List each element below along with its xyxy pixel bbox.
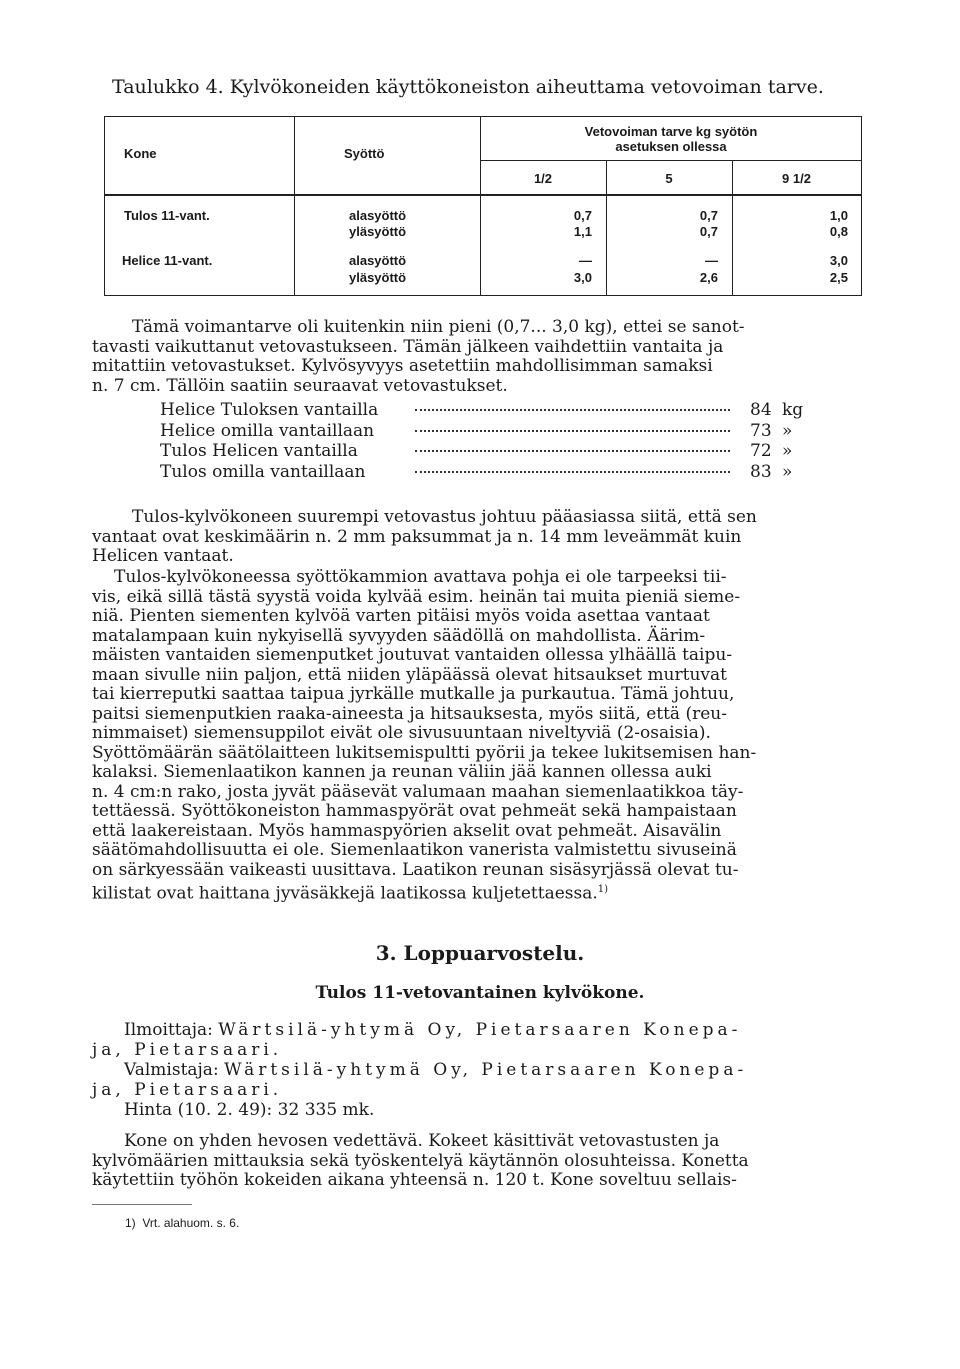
table-cell-syotto: yläsyöttö (349, 224, 407, 239)
text-line: Tulos-kylvökoneen suurempi vetovastus johtuu pääasiassa siitä, että sen (132, 507, 757, 527)
list-item-label: Tulos Helicen vantailla (160, 441, 358, 461)
leader-dots (415, 471, 730, 473)
text-line: matalampaan kuin nykyisellä syvyyden säädöllä on mahdollista. Äärim- (92, 625, 706, 646)
footnote-reference: 1) (597, 884, 609, 895)
paragraph-intro (92, 318, 872, 396)
text-line (92, 880, 872, 904)
list-item (160, 441, 800, 462)
text-line: mäisten vantaiden siemenputket joutuvat vantaiden ollessa ylhäällä taipu- (92, 645, 733, 665)
text-line: mitattiin vetovastukset. Kylvösyvyys asetettiin mahdollisimman samaksi (92, 356, 713, 376)
table-cell-value: 2,6 (699, 270, 718, 285)
label-ilmoittaja: Ilmoittaja: (124, 1020, 213, 1040)
text-line: niä. Pienten siementen kylvöä varten pitäisi myös voida asettaa vantaat (92, 606, 710, 626)
table-cell-value: 0,7 (573, 208, 592, 223)
paragraph-defects (92, 568, 872, 904)
text-line: paitsi siemenputkien raaka-aineesta ja hitsauksesta, myös siitä, että (reu- (92, 703, 727, 724)
text-line: n. 4 cm:n rako, josta jyvät pääsevät valumaan maahan siemenlaatikkoa täy- (92, 781, 744, 802)
table-cell-syotto: alasyöttö (349, 253, 407, 268)
footnote-rule (92, 1204, 192, 1205)
list-item-label: Helice omilla vantaillaan (160, 420, 375, 441)
text-line: n. 7 cm. Tällöin saatiin seuraavat vetovastukset. (92, 375, 508, 396)
text-line: vantaat ovat keskimäärin n. 2 mm paksummat ja n. 14 mm leveämmät kuin (92, 526, 742, 547)
table-cell-kone: Helice 11-vant. (122, 253, 213, 268)
value-ilmoittaja: Wärtsilä-yhtymä Oy, Pietarsaaren Konepa- (218, 1020, 742, 1040)
table-border-bottom (104, 295, 862, 296)
text-line: Tulos-kylvökoneessa syöttökammion avattava pohja ei ole tarpeeksi tii- (114, 567, 727, 587)
header-syotto: Syöttö (344, 146, 385, 161)
list-item (160, 421, 800, 442)
table-border-top (104, 116, 862, 117)
table-cell-kone: Tulos 11-vant. (124, 208, 210, 223)
table-cell-value: 0,7 (699, 224, 718, 239)
value-valmistaja-cont: ja, Pietarsaari. (92, 1080, 283, 1100)
info-ilmoittaja (92, 1020, 872, 1040)
text-line: tavasti vaikuttanut vetovastukseen. Tämän jälkeen vaihdettiin vantaita ja (92, 336, 724, 357)
text-line: kylvömäärien mittauksia sekä työskentelyä käytännön olosuhteissa. Konetta (92, 1150, 749, 1171)
table-cell-value: 2,5 (829, 270, 848, 285)
table-caption: Taulukko 4. Kylvökoneiden käyttökoneiston aiheuttama vetovoiman tarve. (112, 76, 824, 98)
table-cell-value: 3,0 (829, 253, 848, 268)
text-line: käytettiin työhön kokeiden aikana yhteensä n. 120 t. Kone soveltuu sellais- (92, 1170, 737, 1190)
text-line: Syöttömäärän säätölaitteen lukitsemispultti pyörii ja tekee lukitsemisen han- (92, 742, 757, 763)
info-hinta: Hinta (10. 2. 49): 32 335 mk. (124, 1100, 375, 1120)
text-line: vis, eikä sillä tästä syystä voida kylvää esim. heinän tai muita pieniä sieme- (92, 586, 741, 607)
list-item-label: Helice Tuloksen vantailla (160, 400, 379, 420)
table-header-rule (104, 194, 862, 196)
text-line: että laakereistaan. Myös hammaspyörien akselit ovat pehmeät. Aisavälin (92, 820, 722, 841)
paragraph-conclusion (92, 1132, 872, 1191)
table-cell-value: 1,1 (573, 224, 592, 239)
list-item-value: 72 (750, 441, 772, 461)
text-line: Kone on yhden hevosen vedettävä. Kokeet käsittivät vetovastusten ja (124, 1131, 720, 1151)
list-item-unit: kg (782, 400, 804, 420)
header-kone: Kone (124, 146, 157, 161)
text-line: tettäessä. Syöttökoneiston hammaspyörät ovat pehmeät sekä hampaistaan (92, 801, 737, 821)
header-col-9-1-2: 9 1/2 (782, 171, 811, 186)
text-line: nimmaiset) siemensuppilot eivät ole sivusuuntaan niveltyviä (2-osaisia). (92, 723, 711, 743)
table-cell-syotto: yläsyöttö (349, 270, 407, 285)
paragraph-comparison (92, 508, 872, 567)
list-item-unit: » (782, 461, 793, 482)
footnote-mark: 1) (125, 1216, 136, 1230)
list-item-value: 73 (750, 420, 772, 441)
table-border-left (104, 116, 105, 296)
machine-info (92, 1020, 872, 1120)
header-tarve-line1: Vetovoiman tarve kg syötön (584, 124, 758, 139)
table-cell-syotto: alasyöttö (349, 208, 407, 223)
label-valmistaja: Valmistaja: (124, 1060, 219, 1080)
header-col-5: 5 (665, 171, 673, 186)
text-line: tai kierreputki saattaa taipua jyrkälle mutkalle ja purkautua. Tämä johtuu, (92, 684, 735, 704)
info-valmistaja (92, 1060, 872, 1080)
draft-force-table (104, 116, 862, 296)
table-cell-value: 1,0 (829, 208, 848, 223)
table-cell-value: — (705, 253, 718, 268)
value-valmistaja: Wärtsilä-yhtymä Oy, Pietarsaaren Konepa- (224, 1060, 748, 1080)
text-line: säätömahdollisuutta ei ole. Siemenlaatikon vanerista valmistettu sivuseinä (92, 840, 737, 860)
leader-dots (415, 430, 730, 432)
list-item (160, 400, 804, 421)
draft-resistance-list (160, 400, 804, 482)
footnote-text: Vrt. alahuom. s. 6. (142, 1216, 240, 1230)
text-line: kalaksi. Siemenlaatikon kannen ja reunan väliin jää kannen ollessa auki (92, 762, 712, 782)
value-ilmoittaja-cont: ja, Pietarsaari. (92, 1040, 283, 1060)
list-item-value: 83 (750, 461, 772, 482)
header-tarve-line2: asetuksen ollessa (615, 139, 727, 154)
footnote (125, 1216, 239, 1230)
text-line-content: kilistat ovat haittana jyväsäkkejä laatikossa kuljetettaessa. (92, 883, 598, 904)
leader-dots (415, 409, 730, 411)
table-cell-value: 3,0 (573, 270, 592, 285)
list-item (160, 462, 800, 483)
text-line: maan sivulle niin paljon, että niiden yläpäässä olevat hitsaukset murtuvat (92, 664, 727, 685)
leader-dots (415, 450, 730, 452)
list-item-unit: » (782, 441, 793, 461)
section-heading: 3. Loppuarvostelu. (375, 941, 585, 965)
subsection-heading: Tulos 11-vetovantainen kylvökone. (315, 983, 645, 1003)
table-subheader-rule (480, 160, 862, 161)
table-cell-value: — (579, 253, 592, 268)
text-line: Helicen vantaat. (92, 546, 234, 566)
list-item-value: 84 (750, 400, 772, 420)
table-cell-value: 0,7 (699, 208, 718, 223)
table-divider-kone (294, 116, 295, 296)
list-item-label: Tulos omilla vantaillaan (160, 461, 366, 482)
list-item-unit: » (782, 420, 793, 441)
header-col-1-2: 1/2 (533, 171, 553, 186)
table-cell-value: 0,8 (829, 224, 848, 239)
text-line: Tämä voimantarve oli kuitenkin niin pieni (0,7... 3,0 kg), ettei se sanot- (132, 317, 745, 337)
text-line: on särkyessään vaikeasti uusittava. Laatikon reunan sisäsyrjässä olevat tu- (92, 859, 739, 880)
